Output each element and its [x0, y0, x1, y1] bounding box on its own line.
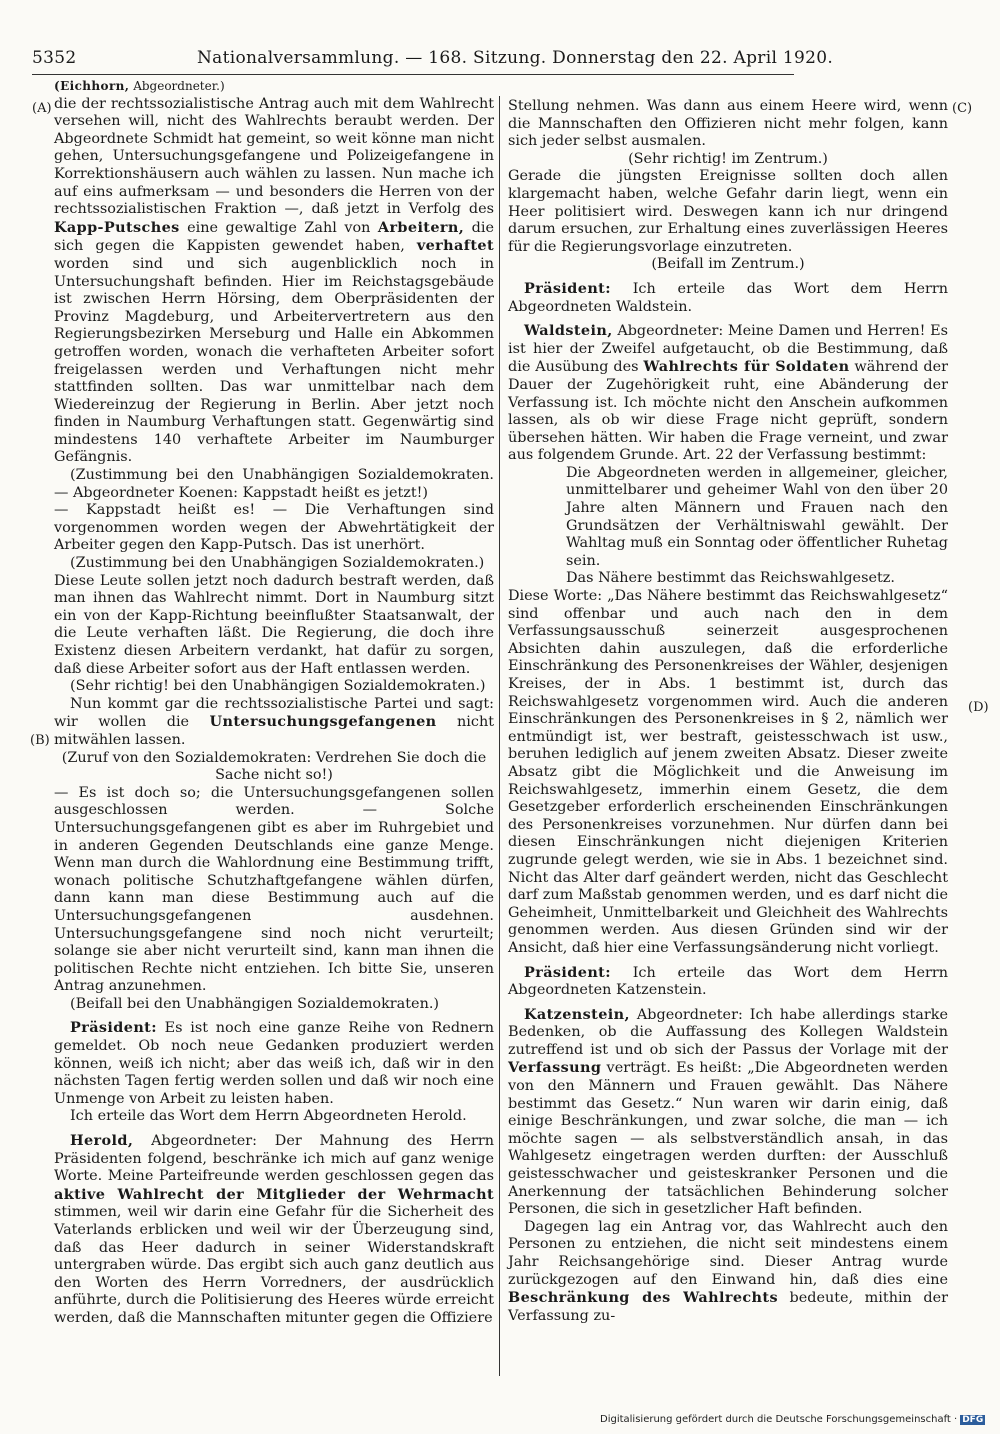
paragraph: Ich erteile das Wort dem Herrn Abgeordneten Herold.: [70, 1108, 467, 1125]
paragraph: Dagegen lag ein Antrag vor, das Wahlrecht auch den Personen zu entziehen, die nicht seit mindestens einem Jahr Reichsangehörige sind. Dieser Antrag wurde zurückgezogen auf den Einwand hin, daß dies eine Beschränkung des Wahlrechts bedeute, mithin der Verfassung zu-: [508, 1218, 948, 1324]
interjection: (Sehr richtig! bei den Unabhängigen Sozialdemokraten.): [70, 678, 486, 695]
margin-mark-d: (D): [968, 700, 989, 715]
interjection: (Beifall im Zentrum.): [651, 256, 805, 273]
interjection: (Zuruf von den Sozialdemokraten: Verdrehen Sie doch die Sache nicht so!): [61, 749, 487, 784]
dfg-logo: DFG: [962, 1415, 984, 1425]
president-paragraph: Präsident: Ich erteile das Wort dem Herrn Abgeordneten Katzenstein.: [508, 963, 948, 999]
speaker-paragraph: Waldstein, Abgeordneter: Meine Damen und Herren! Es ist hier der Zweifel aufgetaucht, ob die Bestimmung, daß die Ausübung des Wahlrechts für Soldaten während der Dauer der Zugehörigkeit ruht, eine Abänderung der Verfassung ist. Ich möchte nicht den Anschein aufkommen lassen, als ob wir diese Frage nicht geprüft, sondern übersehen hätten. Wir haben die Frage verneint, und zwar aus folgendem Grunde. Art. 22 der Verfassung bestimmt:: [508, 322, 948, 464]
margin-mark-a: (A): [32, 101, 52, 116]
margin-mark-c: (C): [952, 101, 973, 116]
president-paragraph: Präsident: Es ist noch eine ganze Reihe von Rednern gemeldet. Ob noch neue Gedanken produziert werden können, weiß ich nicht; aber das weiß ich, daß wir in den nächsten Tagen fertig werden sollen und daß wir noch eine Unmenge von Arbeit zu leisten haben.: [54, 1019, 494, 1107]
paragraph: — Es ist doch so; die Untersuchungsgefangenen sollen ausgeschlossen werden. — Solche Untersuchungsgefangenen gibt es aber im Ruhrgebiet und in anderen Gegenden Deutschlands eine ganze Menge. Wenn man durch die Wahlordnung eine Bestimmung trifft, wonach politische Schutzhaftgefangene wählen dürfen, dann kann man diese Bestimmung auch auf die Untersuchungsgefangenen ausdehnen. Untersuchungsgefangene sind noch nicht verurteilt; solange sie aber nicht verurteilt sind, kann man ihnen die politischen Rechte nicht entziehen. Ich bitte Sie, unseren Antrag anzunehmen.: [54, 784, 494, 995]
page-title: Nationalversammlung. — 168. Sitzung. Donnerstag den 22. April 1920.: [197, 48, 834, 68]
page-number: 5352: [32, 48, 77, 68]
paragraph: — Kappstadt heißt es! — Die Verhaftungen sind vorgenommen worden wegen der Abwehrtätigkeit der Arbeiter gegen den Kapp-Putsch. Das ist unerhört.: [54, 502, 494, 554]
paragraph: Nun kommt gar die rechtssozialistische Partei und sagt: wir wollen die Untersuchungsgefangenen nicht mitwählen lassen.: [54, 695, 494, 748]
interjection: (Beifall bei den Unabhängigen Sozialdemokraten.): [70, 995, 440, 1012]
quoted-article: Das Nähere bestimmt das Reichswahlgesetz.: [566, 570, 895, 587]
interjection: (Zustimmung bei den Unabhängigen Sozialdemokraten.): [70, 555, 485, 572]
interjection: (Zustimmung bei den Unabhängigen Sozialdemokraten. — Abgeordneter Koenen: Kappstadt heißt es jetzt!): [54, 467, 494, 501]
right-column: [508, 98, 948, 1325]
paragraph: Diese Leute sollen jetzt noch dadurch bestraft werden, daß man ihnen das Wahlrecht nimmt. Dort in Naumburg sitzt ein von der Kapp-Richtung beeinflußter Staatsanwalt, der die Leute verhaften läßt. Die Regierung, die doch ihre Existenz diesen Arbeitern verdankt, hat dafür zu sorgen, daß diese Arbeiter sofort aus der Haft entlassen werden.: [54, 572, 494, 677]
president-paragraph: Präsident: Ich erteile das Wort dem Herrn Abgeordneten Waldstein.: [508, 279, 948, 315]
speaker-paragraph: Katzenstein, Abgeordneter: Ich habe allerdings starke Bedenken, ob die Auffassung des Kollegen Waldstein zutreffend ist und ob sich der Passus der Vorlage mit der Verfassung verträgt. Es heißt: „Die Abgeordneten werden von den Männern und Frauen gewählt. Das Nähere bestimmt das Gesetz.“ Nun waren wir darin einig, daß einige Beschränkungen, und zwar solche, die man — ich möchte sagen — als selbstverständlich ansah, in das Wahlgesetz eingetragen werden durften: der Ausschluß geistesschwacher und geisteskranker Personen und die Anerkennung der tatsächlichen Behinderung solcher Personen, die sich in gesetzlicher Haft befinden.: [508, 1005, 948, 1218]
quoted-article: Die Abgeordneten werden in allgemeiner, gleicher, unmittelbarer und geheimer Wahl von den über 20 Jahre alten Männern und Frauen nach den Grundsätzen der Verhältniswahl gewählt. Der Wahltag muß ein Sonntag oder öffentlicher Ruhetag sein.: [566, 464, 948, 569]
paragraph: Stellung nehmen. Was dann aus einem Heere wird, wenn die Mannschaften den Offizieren nicht mehr folgen, kann sich jeder selbst ausmalen.: [508, 98, 948, 150]
header-rule: [32, 74, 794, 75]
column-divider: [499, 96, 500, 1376]
paragraph: Diese Worte: „Das Nähere bestimmt das Reichswahlgesetz“ sind offenbar und auch nach den in dem Verfassungsausschuß seinerzeit ausgesprochenen Absichten dahin auszulegen, daß die erforderliche Einschränkung des Personenkreises der Wähler, desjenigen Kreises, der in Abs. 1 bestimmt ist, durch das Reichswahlgesetz vorgenommen wird. Auch die anderen Einschränkungen des Personenkreises in § 2, nämlich wer entmündigt ist, wer bestraft, geistesschwach ist usw., beruhen lediglich auf jenem zweiten Absatz. Dieser zweite Absatz gibt die Möglichkeit und die Anweisung im Reichswahlgesetz, immerhin einem Gesetz, die dem Gesetzgeber erforderlich erscheinenden Einschränkungen des Personenkreises vorzunehmen. Nur dürfen dann bei diesen Einschränkungen nicht diejenigen Kriterien zugrunde gelegt werden, wie sie in Abs. 1 bezeichnet sind. Nicht das Alter darf geändert werden, nicht das Geschlecht darf zum Maßstab genommen werden, und es darf nicht die Geheimheit, Unmittelbarkeit und Gleichheit des Wahlrechts genommen werden. Aus diesen Gründen sind wir der Ansicht, daß hier eine Verfassungsänderung nicht vorliegt.: [508, 588, 948, 956]
margin-mark-b: (B): [30, 733, 50, 748]
paragraph: die der rechtssozialistische Antrag auch mit dem Wahlrecht versehen will, nicht des Wahlrechts beraubt werden. Der Abgeordnete Schmidt hat gemeint, so weit könne man nicht gehen, Untersuchungsgefangene und Polizeigefangene in Korrektionshäusern auch wählen zu lassen. Nun mache ich auf eins aufmerksam — und besonders die Herren von der rechtssozialistischen Fraktion —, daß jetzt in Verfolg des Kapp-Putsches eine gewaltige Zahl von Arbeitern, die sich gegen die Kappisten gewendet haben, verhaftet worden sind und sich augenblicklich noch in Untersuchungshaft befinden. Hier im Reichstagsgebäude ist zwischen Herrn Hörsing, dem Oberpräsidenten der Provinz Magdeburg, und Arbeitervertretern aus den Regierungsbezirken Merseburg und Halle ein Abkommen getroffen worden, wonach die verhafteten Arbeiter sofort freigelassen werden und Verhaftungen nicht mehr stattfinden sollten. Das war unmittelbar nach dem Wiedereinzug der Regierung in Berlin. Aber jetzt noch finden in Naumburg Verhaftungen statt. Gegenwärtig sind mindestens 140 verhaftete Arbeiter im Naumburger Gefängnis.: [54, 95, 494, 466]
interjection: (Sehr richtig! im Zentrum.): [628, 150, 828, 167]
footer-credit: [600, 1414, 1000, 1430]
footer-text: Digitalisierung gefördert durch die Deutsche Forschungsgemeinschaft ·: [600, 1414, 958, 1425]
left-column: [54, 78, 494, 1328]
speaker-continuation: (Eichhorn, Abgeordneter.): [54, 79, 225, 93]
speaker-paragraph: Herold, Abgeordneter: Der Mahnung des Herrn Präsidenten folgend, beschränke ich mich auf ganz wenige Worte. Meine Parteifreunde werden geschlossen gegen das aktive Wahlrecht der Mitglieder der Wehrmacht stimmen, weil wir darin eine Gefahr für die Sicherheit des Vaterlands erblicken und weil wir der Überzeugung sind, daß das Heer dadurch in seiner Widerstandskraft untergraben würde. Das ergibt sich auch ganz deutlich aus den Worten des Herrn Vorredners, der ausdrücklich anführte, durch die Politisierung des Heeres würde erreicht werden, daß die Mannschaften mitunter gegen die Offiziere: [54, 1132, 494, 1326]
paragraph: Gerade die jüngsten Ereignisse sollten doch allen klargemacht haben, welche Gefahr darin liegt, wenn ein Heer politisiert wird. Deswegen kann ich nur dringend darum ersuchen, zur Erhaltung eines zuverlässigen Heeres für die Regierungsvorlage einzutreten.: [508, 168, 948, 255]
